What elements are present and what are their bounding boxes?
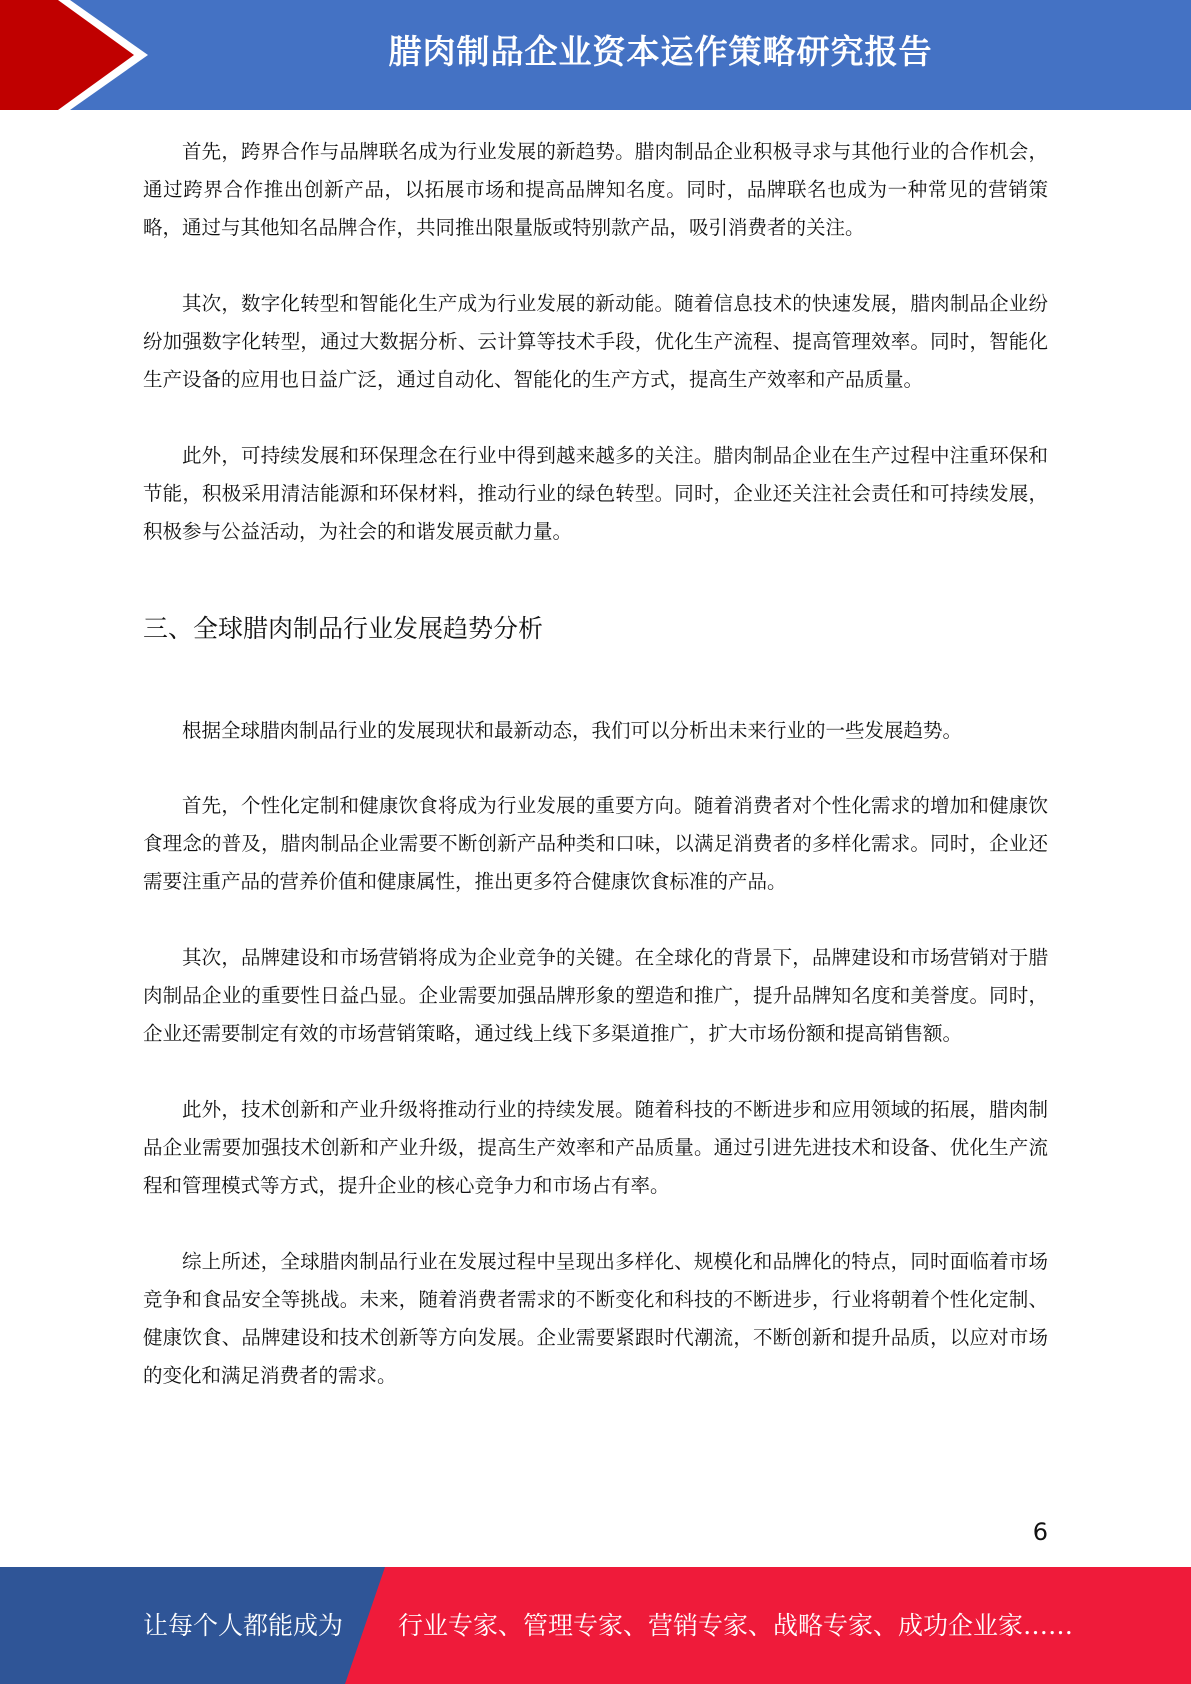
report-title: 腊肉制品企业资本运作策略研究报告 — [388, 32, 933, 71]
paragraph: 首先，跨界合作与品牌联名成为行业发展的新趋势。腊肉制品企业积极寻求与其他行业的合作机会，通过跨界合作推出创新产品，以拓展市场和提高品牌知名度。同时，品牌联名也成为一种常见的营销策略，通过与其他知名品牌合作，共同推出限量版或特别款产品，吸引消费者的关注。 — [143, 140, 1048, 239]
footer-slogan-left: 让每个人都能成为 — [143, 1611, 344, 1640]
paragraph: 首先，个性化定制和健康饮食将成为行业发展的重要方向。随着消费者对个性化需求的增加和健康饮食理念的普及，腊肉制品企业需要不断创新产品种类和口味，以满足消费者的多样化需求。同时，企业还需要注重产品的营养价值和健康属性，推出更多符合健康饮食标准的产品。 — [143, 794, 1048, 893]
paragraph: 其次，数字化转型和智能化生产成为行业发展的新动能。随着信息技术的快速发展，腊肉制品企业纷纷加强数字化转型，通过大数据分析、云计算等技术手段，优化生产流程、提高管理效率。同时，智能化生产设备的应用也日益广泛，通过自动化、智能化的生产方式，提高生产效率和产品质量。 — [143, 292, 1048, 391]
section-heading: 三、全球腊肉制品行业发展趋势分析 — [143, 614, 544, 643]
header-chevron-decoration — [0, 0, 160, 110]
footer-slogan-right: 行业专家、管理专家、营销专家、战略专家、成功企业家…… — [398, 1611, 1074, 1640]
page-footer — [0, 1567, 1191, 1684]
page-content — [143, 133, 1048, 1433]
paragraph: 其次，品牌建设和市场营销将成为企业竞争的关键。在全球化的背景下，品牌建设和市场营销对于腊肉制品企业的重要性日益凸显。企业需要加强品牌形象的塑造和推广，提升品牌知名度和美誉度。同时，企业还需要制定有效的市场营销策略，通过线上线下多渠道推广，扩大市场份额和提高销售额。 — [143, 946, 1048, 1045]
paragraph: 此外，技术创新和产业升级将推动行业的持续发展。随着科技的不断进步和应用领域的拓展，腊肉制品企业需要加强技术创新和产业升级，提高生产效率和产品质量。通过引进先进技术和设备、优化生产流程和管理模式等方式，提升企业的核心竞争力和市场占有率。 — [143, 1098, 1048, 1197]
page-number: 6 — [1032, 1518, 1048, 1546]
paragraph: 根据全球腊肉制品行业的发展现状和最新动态，我们可以分析出未来行业的一些发展趋势。 — [182, 719, 963, 742]
paragraph: 综上所述，全球腊肉制品行业在发展过程中呈现出多样化、规模化和品牌化的特点，同时面临着市场竞争和食品安全等挑战。未来，随着消费者需求的不断变化和科技的不断进步，行业将朝着个性化定制、健康饮食、品牌建设和技术创新等方向发展。企业需要紧跟时代潮流，不断创新和提升品质，以应对市场的变化和满足消费者的需求。 — [143, 1250, 1048, 1387]
page-header — [0, 0, 1191, 110]
paragraph: 此外，可持续发展和环保理念在行业中得到越来越多的关注。腊肉制品企业在生产过程中注重环保和节能，积极采用清洁能源和环保材料，推动行业的绿色转型。同时，企业还关注社会责任和可持续发展，积极参与公益活动，为社会的和谐发展贡献力量。 — [143, 444, 1048, 543]
